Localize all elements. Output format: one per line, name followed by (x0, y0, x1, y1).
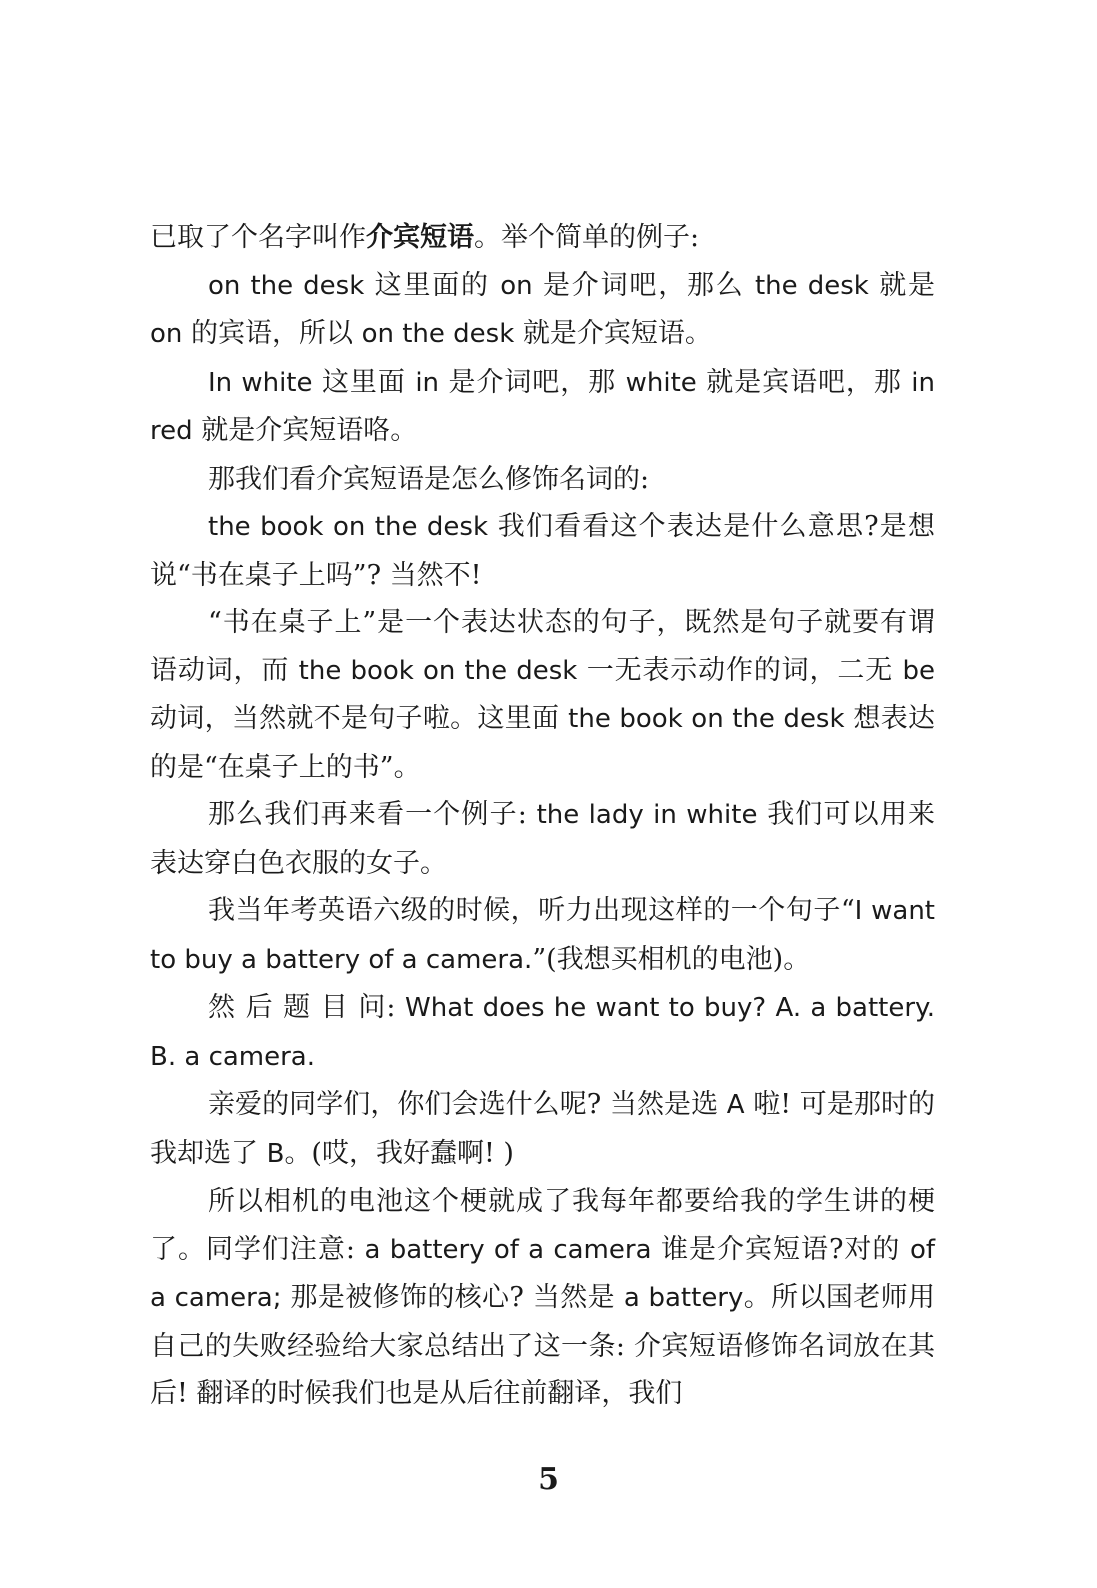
chinese-text: 我当年考英语六级的时候，听力出现这样的一个句子“ (208, 895, 855, 926)
english-text: A (726, 1090, 745, 1120)
chinese-text: ”(我想买相机的电池)。 (532, 943, 811, 975)
chinese-text: 那是被修饰的核心? 当然是 (281, 1282, 624, 1313)
english-text: of a camera; (150, 1234, 936, 1313)
chinese-text: 啦! 可是那时的我却选了 (150, 1089, 936, 1169)
english-text: the lady in white (536, 800, 758, 830)
chinese-text: 这里面 (312, 366, 416, 398)
english-text: a battery of a camera (364, 1234, 652, 1265)
paragraph (150, 214, 935, 262)
chinese-text: 。(哎，我好蠢啊! ) (284, 1137, 514, 1169)
english-text: on (500, 270, 533, 301)
paragraph (150, 599, 935, 791)
chinese-text: 想表达的是“在桌子上的书”。 (150, 703, 935, 783)
chinese-text: 就是介宾短语咯。 (192, 415, 418, 446)
body-text (150, 214, 935, 1418)
paragraph (150, 791, 935, 887)
english-text: the book on the desk (298, 655, 578, 686)
chinese-text: 已取了个名字叫作 (150, 222, 366, 253)
english-text: I want to buy a battery of a camera. (150, 896, 935, 975)
english-text: on the desk (361, 319, 515, 349)
page-number: 5 (538, 1462, 559, 1497)
english-text: the desk (754, 270, 869, 301)
chinese-text: 。所以国老师用自己的失败经验给大家总结出了这一条: 介宾短语修饰名词放在其后! 翻译的时候我们也是从后往前翻译，我们 (150, 1282, 935, 1409)
chinese-text: 就是 (868, 269, 935, 301)
chinese-text: 那么我们再来看一个例子: (208, 799, 537, 830)
paragraph (150, 887, 935, 984)
chinese-text: 谁是介宾短语?对的 (651, 1233, 910, 1265)
chinese-text: 然 后 题 目 问: (208, 992, 406, 1023)
chinese-text: 就是宾语吧，那 (696, 366, 912, 398)
english-text: B (266, 1138, 285, 1169)
paragraph (150, 1178, 935, 1418)
english-text: the book on the desk (568, 704, 845, 734)
english-text: in (415, 367, 440, 398)
chinese-text: 是介词吧，那 (439, 366, 626, 398)
chinese-text: 。举个简单的例子: (474, 222, 700, 253)
chinese-text: 就是介宾短语。 (514, 318, 712, 349)
chinese-text: 我们看看这个表达是什么意思?是想说“书在桌子上吗”? 当然不! (150, 511, 935, 591)
paragraph (150, 984, 935, 1081)
chinese-text: 是介词吧，那么 (532, 269, 755, 301)
english-text: In white (208, 367, 313, 398)
english-text: on the desk (208, 270, 365, 301)
chinese-text: 那我们看介宾短语是怎么修饰名词的: (208, 463, 650, 495)
english-text: a battery (623, 1283, 744, 1313)
english-text: the book on the desk (208, 512, 488, 542)
paragraph (150, 1081, 935, 1178)
paragraph (150, 503, 935, 599)
chinese-text: 所以相机的电池这个梗就成了我每年都要给我的学生讲的梗了。同学们注意: (150, 1186, 935, 1265)
english-text: be (902, 655, 935, 686)
chinese-text: 亲爱的同学们，你们会选什么呢? 当然是选 (208, 1089, 727, 1120)
chinese-text: 的宾语，所以 (182, 318, 362, 349)
chinese-text: 动词，当然就不是句子啦。这里面 (150, 703, 569, 734)
chinese-text: 我们可以用来表达穿白色衣服的女子。 (150, 799, 935, 879)
english-text: on (150, 319, 183, 349)
english-text: in red (150, 367, 935, 446)
bold-term: 介宾短语 (366, 222, 474, 253)
paragraph (150, 359, 935, 456)
chinese-text: 这里面的 (364, 269, 501, 301)
english-text: What does he want to buy? A. a battery. B. a camera. (150, 993, 935, 1072)
paragraph (150, 456, 935, 504)
chinese-text: “书在桌子上”是一个表达状态的句子，既然是句子就要有谓语动词，而 (150, 607, 935, 686)
chinese-text: 一无表示动作的词，二无 (577, 654, 903, 686)
english-text: white (625, 367, 697, 398)
paragraph (150, 262, 935, 359)
